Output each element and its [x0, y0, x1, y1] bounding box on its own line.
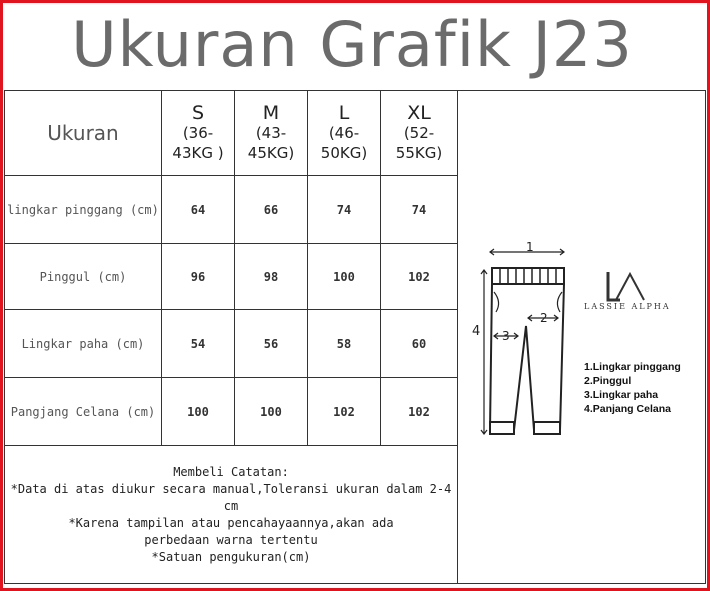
notes-block [5, 446, 458, 584]
table-cell: 60 [381, 310, 458, 378]
page-title: Ukuran Grafik J23 [71, 8, 633, 81]
diagram-label-1: 1 [526, 240, 534, 254]
size-label: L [338, 102, 350, 124]
table-header-row [5, 91, 706, 176]
pants-outline [490, 284, 564, 430]
table-cell: 102 [381, 378, 458, 446]
table-cell: 102 [308, 378, 381, 446]
table-cell: 102 [381, 244, 458, 310]
table-cell: 100 [235, 378, 308, 446]
row-label: Pinggul (cm) [5, 244, 162, 310]
diagram-label-4: 4 [472, 324, 481, 339]
size-detail: (36- [182, 124, 214, 142]
diagram-label-3: 3 [502, 329, 510, 343]
size-detail: (52- [403, 124, 435, 142]
logo-mark [616, 274, 644, 300]
size-label: S [191, 102, 205, 124]
table-cell: 100 [162, 378, 235, 446]
table-cell: 98 [235, 244, 308, 310]
legend-item: 2.Pinggul [584, 375, 632, 387]
size-detail: 50KG) [320, 144, 368, 162]
pocket-right [557, 292, 562, 312]
size-label: XL [407, 102, 431, 124]
notes-line: *Data di atas diukur secara manual,Toleransi ukuran dalam 2-4 cm [10, 481, 452, 513]
table-cell: 58 [308, 310, 381, 378]
size-header-xl [381, 91, 458, 176]
diagram-label-2: 2 [540, 311, 548, 325]
lassie-alpha-logo [586, 270, 686, 304]
table-cell: 64 [162, 176, 235, 244]
size-detail: (46- [328, 124, 360, 142]
size-header-s [162, 91, 235, 176]
pocket-left [494, 292, 499, 312]
measurement-legend [584, 360, 681, 416]
waistband [492, 268, 564, 284]
row-label: lingkar pinggang (cm) [5, 176, 162, 244]
legend-item: 1.Lingkar pinggang [584, 361, 681, 373]
left-cuff [490, 422, 514, 434]
notes-line: *Karena tampilan atau pencahayaannya,akan ada perbedaan warna tertentu [68, 515, 394, 547]
row-label: Lingkar paha (cm) [5, 310, 162, 378]
brand-name: LASSIE ALPHA [584, 302, 671, 311]
right-cuff [534, 422, 560, 434]
notes-heading: Membeli Catatan: [173, 464, 289, 479]
table-cell: 74 [308, 176, 381, 244]
header-corner-label: Ukuran [5, 91, 162, 176]
legend-item: 4.Panjang Celana [584, 403, 671, 415]
size-header-m [235, 91, 308, 176]
row-label: Pangjang Celana (cm) [5, 378, 162, 446]
table-cell: 56 [235, 310, 308, 378]
pants-diagram [472, 240, 572, 450]
table-cell: 74 [381, 176, 458, 244]
size-label: M [262, 102, 280, 124]
table-cell: 96 [162, 244, 235, 310]
table-cell: 66 [235, 176, 308, 244]
size-detail: 43KG ) [172, 144, 224, 162]
table-cell: 54 [162, 310, 235, 378]
notes-line: *Satuan pengukuran(cm) [151, 549, 311, 564]
size-header-l [308, 91, 381, 176]
size-detail: (43- [255, 124, 287, 142]
legend-item: 3.Lingkar paha [584, 389, 659, 401]
table-cell: 100 [308, 244, 381, 310]
size-table [4, 90, 706, 584]
size-detail: 55KG) [395, 144, 443, 162]
size-detail: 45KG) [247, 144, 295, 162]
